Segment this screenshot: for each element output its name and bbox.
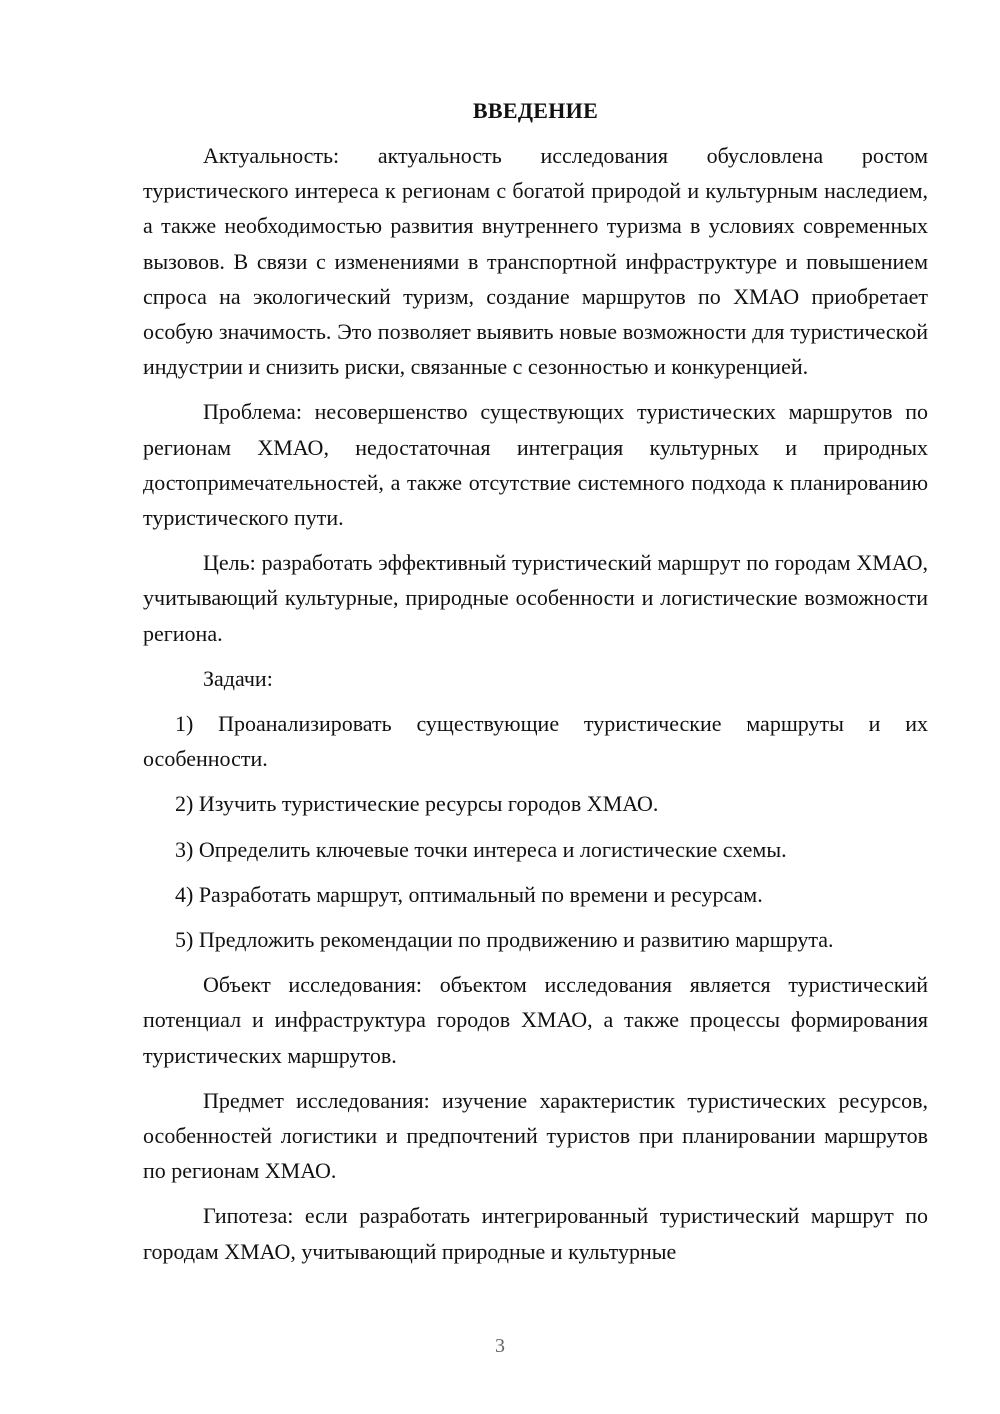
paragraph-goal: Цель: разработать эффективный туристический маршрут по городам ХМАО, учитывающий культурные, природные особенности и логистические возможности региона.	[143, 550, 928, 646]
task-item: 5) Предложить рекомендации по продвижению и развитию маршрута.	[175, 927, 834, 953]
tasks-list	[143, 706, 928, 957]
task-item: 3) Определить ключевые точки интереса и логистические схемы.	[175, 836, 787, 862]
paragraph-hypothesis: Гипотеза: если разработать интегрированный туристический маршрут по городам ХМАО, учитывающий природные и культурные	[143, 1203, 928, 1264]
tasks-heading: Задачи:	[203, 665, 273, 691]
paragraph-problem: Проблема: несовершенство существующих туристических маршрутов по регионам ХМАО, недостаточная интеграция культурных и природных достопримечательностей, а также отсутствие системного подхода к планированию туристического пути.	[143, 399, 928, 531]
task-item: 2) Изучить туристические ресурсы городов ХМАО.	[175, 791, 659, 817]
task-item: 4) Разработать маршрут, оптимальный по времени и ресурсам.	[175, 881, 763, 907]
paragraph-relevance: Актуальность: актуальность исследования обусловлена ростом туристического интереса к регионам с богатой природой и культурным наследием, а также необходимостью развития внутреннего туризма в условиях современных вызовов. В связи с изменениями в транспортной инфраструктуре и повышением спроса на экологический туризм, создание маршрутов по ХМАО приобретает особую значимость. Это позволяет выявить новые возможности для туристической индустрии и снизить риски, связанные с сезонностью и конкуренцией.	[143, 143, 928, 380]
task-item: 1) Проанализировать существующие туристические маршруты и их особенности.	[143, 711, 928, 772]
page-content	[143, 96, 928, 1279]
paragraph-object: Объект исследования: объектом исследования является туристический потенциал и инфраструктура городов ХМАО, а также процессы формирования туристических маршрутов.	[143, 972, 928, 1068]
paragraph-subject: Предмет исследования: изучение характеристик туристических ресурсов, особенностей логистики и предпочтений туристов при планировании маршрутов по регионам ХМАО.	[143, 1087, 928, 1184]
page-number: 3	[495, 1335, 505, 1357]
page-title: ВВЕДЕНИЕ	[472, 98, 599, 123]
